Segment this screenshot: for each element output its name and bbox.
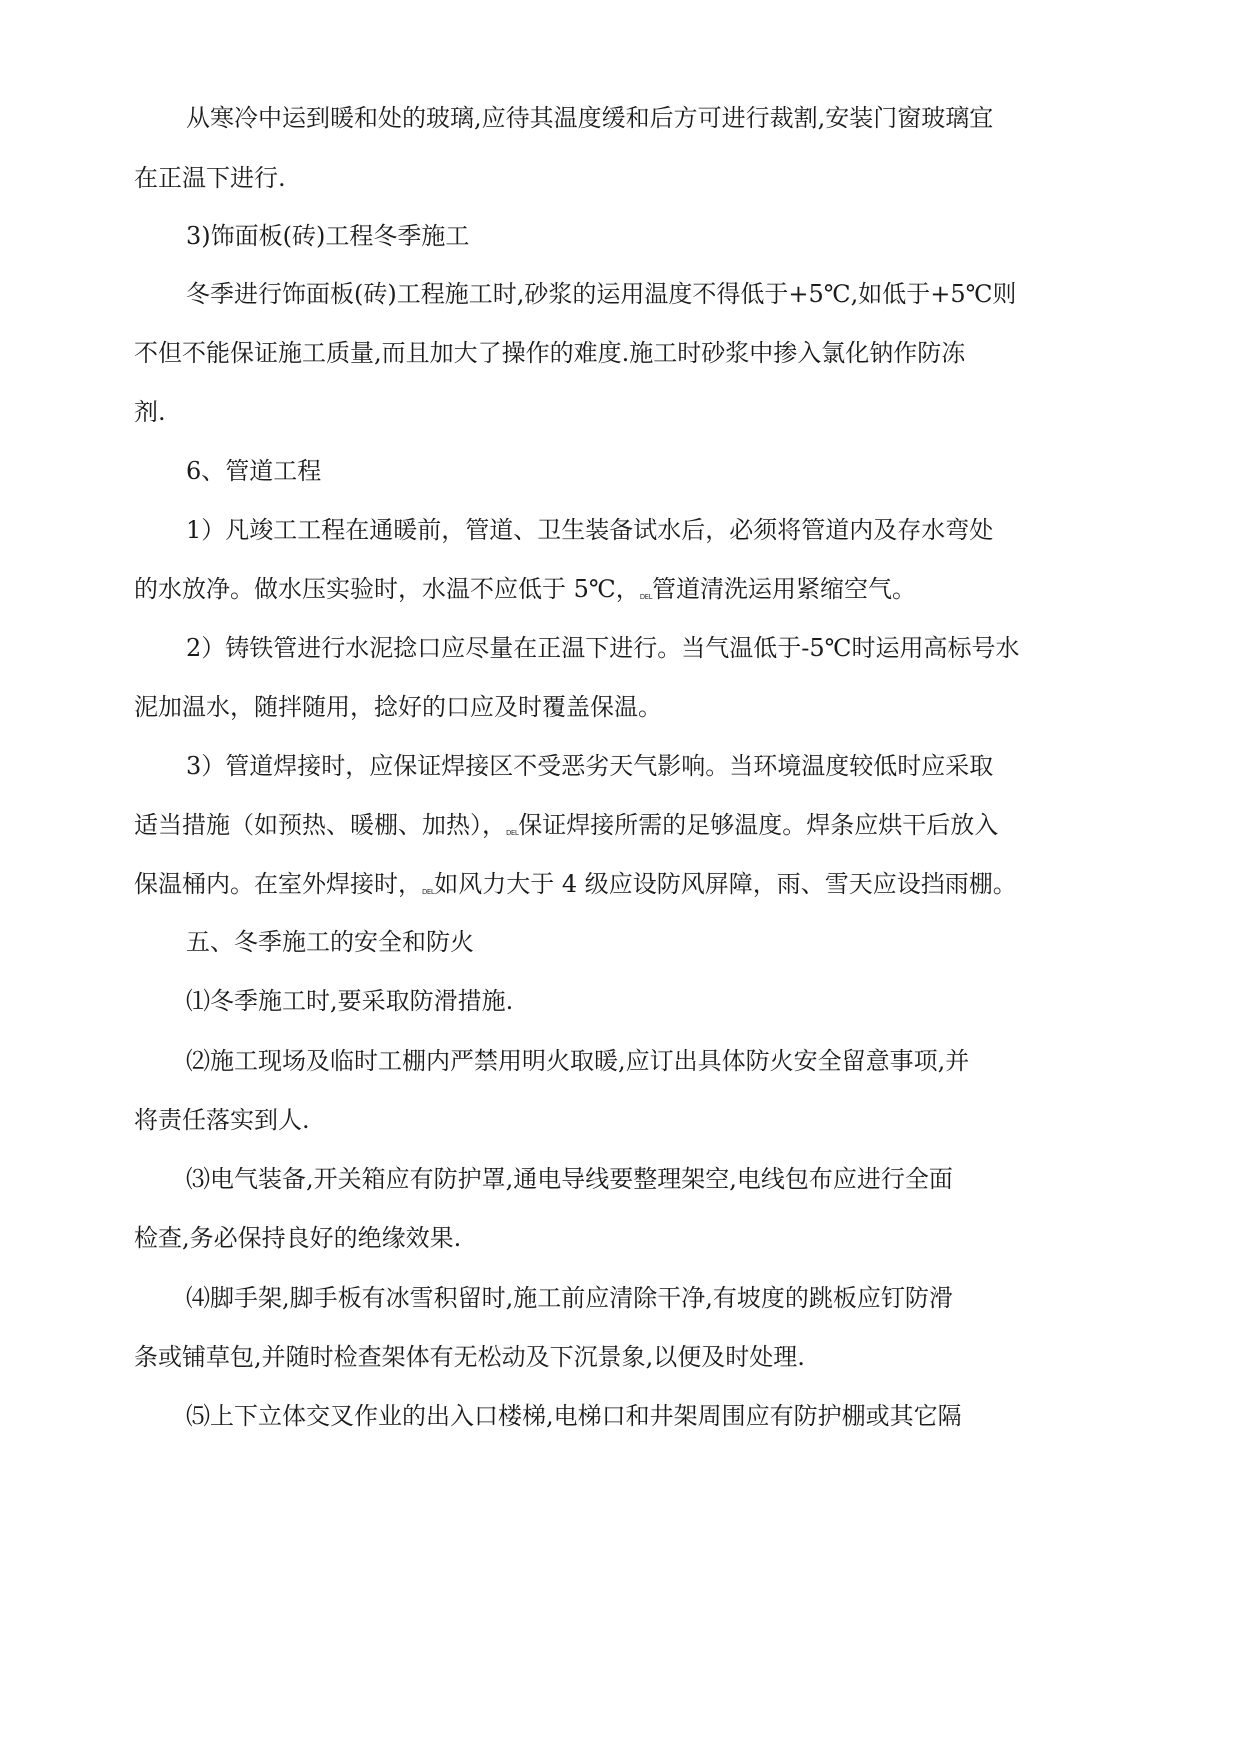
text-line: ⑸上下立体交叉作业的出入口楼梯,电梯口和井架周围应有防护棚或其它隔 (186, 1402, 962, 1430)
text-line: 3）管道焊接时，应保证焊接区不受恶劣天气影响。当环境温度较低时应采取 (186, 752, 994, 780)
text-line: ⑷脚手架,脚手板有冰雪积留时,施工前应清除干净,有坡度的跳板应钉防滑 (186, 1284, 953, 1312)
text-line: 不但不能保证施工质量,而且加大了操作的难度.施工时砂浆中掺入氯化钠作防冻 (134, 339, 966, 367)
text-segment: 的水放净。做水压实验时，水温不应低于 5℃， (134, 575, 640, 603)
text-line: 将责任落实到人. (134, 1106, 310, 1134)
text-line: 检查,务必保持良好的绝缘效果. (134, 1224, 462, 1252)
text-segment: 保证焊接所需的足够温度。焊条应烘干后放入 (518, 811, 999, 839)
del-mark: DEL (639, 593, 652, 601)
text-segment: 管道清洗运用紧缩空气。 (651, 575, 916, 603)
del-mark: DEL (422, 888, 435, 896)
text-line (134, 809, 1241, 849)
text-line: 泥加温水，随拌随用，捻好的口应及时覆盖保温。 (134, 693, 662, 721)
text-line: 剂. (134, 398, 166, 426)
text-line: 2）铸铁管进行水泥捻口应尽量在正温下进行。当气温低于-5℃时运用高标号水 (186, 634, 1020, 662)
section-heading: 五、冬季施工的安全和防火 (186, 928, 474, 956)
section-heading: 3)饰面板(砖)工程冬季施工 (186, 222, 470, 250)
text-segment: 如风力大于 4 级应设防风屏障，雨、雪天应设挡雨棚。 (434, 870, 1017, 898)
text-line (134, 868, 1241, 908)
text-line: 条或铺草包,并随时检查架体有无松动及下沉景象,以便及时处理. (134, 1343, 805, 1371)
section-heading: 6、管道工程 (186, 457, 322, 485)
text-segment: 保温桶内。在室外焊接时， (134, 870, 422, 898)
text-line: 在正温下进行. (134, 164, 286, 192)
del-mark: DEL (506, 829, 519, 837)
text-line: ⑴冬季施工时,要采取防滑措施. (186, 987, 514, 1015)
text-line: 1）凡竣工工程在通暖前，管道、卫生装备试水后，必须将管道内及存水弯处 (186, 516, 994, 544)
text-segment: 适当措施（如预热、暖棚、加热）， (134, 811, 506, 839)
text-line (134, 573, 1241, 613)
text-line: ⑶电气装备,开关箱应有防护罩,通电导线要整理架空,电线包布应进行全面 (186, 1165, 953, 1193)
text-line: 冬季进行饰面板(砖)工程施工时,砂浆的运用温度不得低于+5℃,如低于+5℃则 (186, 280, 1017, 308)
text-line: ⑵施工现场及临时工棚内严禁用明火取暖,应订出具体防火安全留意事项,并 (186, 1047, 970, 1075)
text-line: 从寒冷中运到暖和处的玻璃,应待其温度缓和后方可进行裁割,安装门窗玻璃宜 (186, 104, 994, 132)
